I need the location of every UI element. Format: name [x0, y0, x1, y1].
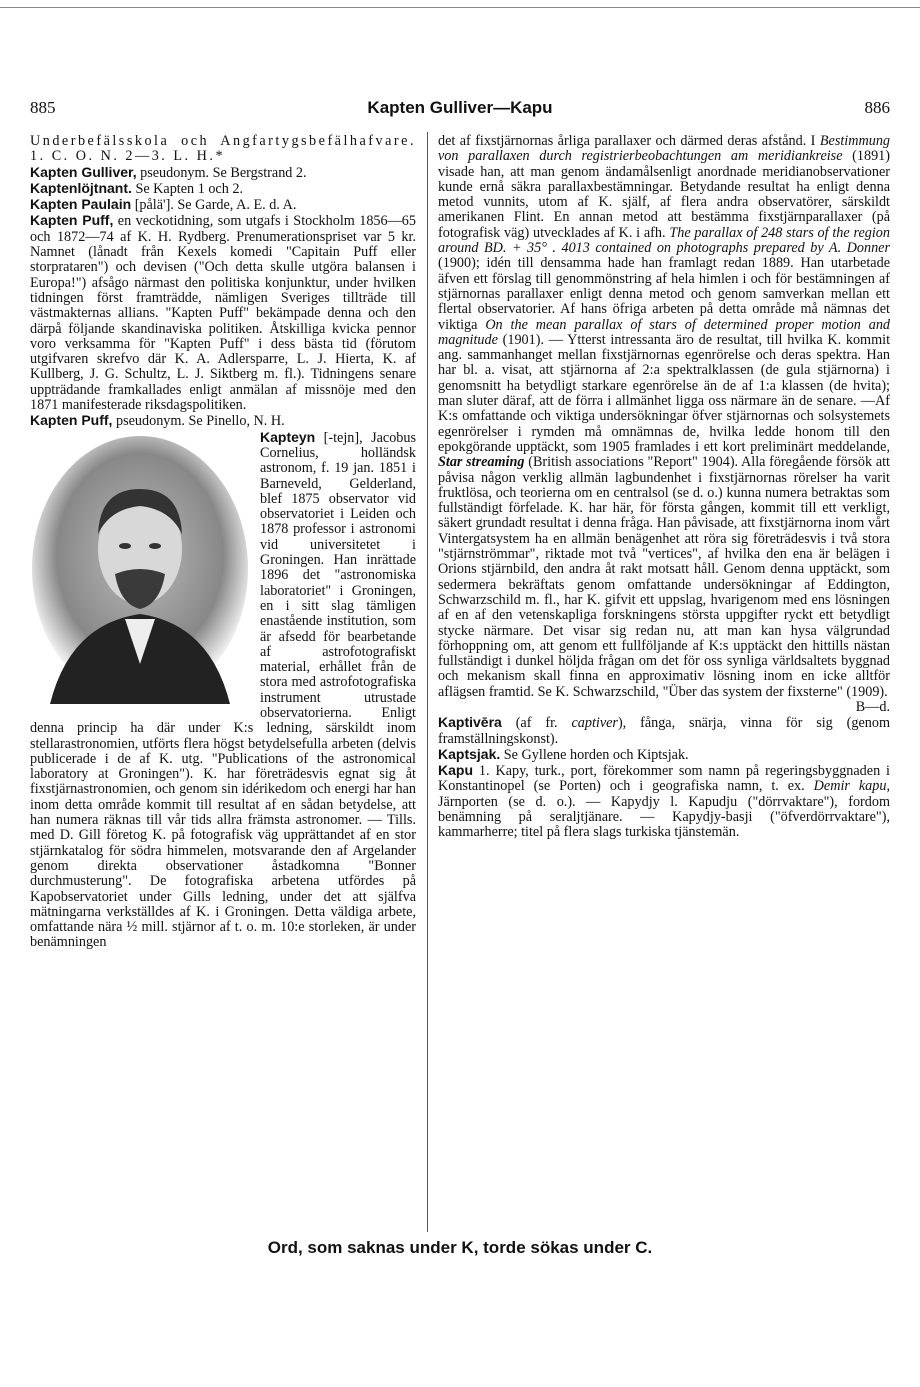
entry-kapteyn-continued: det af fixstjärnornas årliga parallaxer och därmed deras afstånd. I Bestimmung von parallaxen durch registrierbeobachtungen am meridiankreise (1891) visade han, att man genom ändamålsenligt anordnade meridianobservationer kunde ernå säkra parallaxbestämningar. Betydande resultat ha enligt denna metod vunnits, utom af K. själf, af flera andra observatörer, särskildt amerikanen Flint. En annan metod att bestämma fixstjärnparallaxer (på fotografisk väg) utvecklades af K. i afh. The parallax of 248 stars of the region around BD. + 35° . 4013 contained on photographs prepared by A. Donner (1900); idén till densamma hade han framlagt redan 1889. Han utarbetade äfven ett förslag till genommönstring af hela himlen i och för bestämningen af stjärnornas parallaxer enligt denna metod och genom samverkan mellan ett flertal observatorier. Af hans öfriga arbeten på detta område må nämnas det viktiga On the mean parallax of stars of determined proper motion and magnitude (1901). — Ytterst intressanta äro de resultat, till hvilka K. kommit ang. sammanhanget mellan fixstjärnornas egenrörelse och deras spektra. Han har bl. a. visat, att stjärnorna af 2:a spektralklassen (de gula stjärnorna) i genomsnitt ha betydligt starkare egenrörelse än de af 1:a klassen (de hvita); man sluter däraf, att de förra i allmänhet ligga oss närmare än de senare. —Af K:s omfattande och viktiga undersökningar öfver stjärnornas och solsystemets egenrörelser i rymden må omnämnas de, hvilka ledde honom till den epokgörande upptäckt, som 1905 framlades i ett kort preliminärt meddelande, Star streaming (British associations "Report" 1904). Alla föregående försök att påvisa någon verklig allmän lagbundenhet i fixstjärnornas rörelser ha varit fruktlösa, och teorierna om en centralsol (se d. o.) kunna numera betraktas som fullständigt förfelade. K. har här, för första gången, kommit till ett verkligt, säkert grundadt resultat i denna fråga. Han påvisade, att fixstjärnorna inom vårt Vintergatsystem ha en allmän benägenhet att röra sig företrädesvis i två stora "stjärnströmmar", riktade mot två "vertices", af hvilka den ena är belägen i Orions stjärnbild, den andra åt rakt motsatt håll. Genom denna upptäckt, som sedermera bekräftats genom omfattande undersökningar af Eddington, Schwarzschild m. fl., har K. gifvit ett uppslag, hvarigenom med ens lösningen af en af den vetenskapliga forskningens största uppgifter ryckt ett betydligt stycke närmare. Det visar sig redan nu, att man kan hysa välgrundad förhoppning om, att genom ett fullföljande af K:s upptäckt den hittills nästan fullständigt i dunkel höljda frågan om det för oss synliga världsaltets byggnad och mekanism skall finna en approximativ lösning inom en icke alltför aflägsen framtid. Se K. Schwarzschild, "Über das system der fixsterne" (1909). B—d.	[438, 133, 891, 715]
right-column	[438, 134, 890, 841]
entry-continuation: Underbefälsskola och Angfartygsbefälhafvare. 1. C. O. N. 2—3. L. H.*	[30, 133, 416, 165]
entry-kapten-gulliver: Kapten Gulliver, pseudonym. Se Bergstrand 2.	[30, 163, 307, 181]
headword: Kapten Gulliver,	[30, 163, 137, 180]
portrait-image	[30, 434, 250, 704]
entry-kapten-paulain: Kapten Paulain [pålä']. Se Garde, A. E. d. A.	[30, 196, 297, 214]
entry-kaptenlojtnant: Kaptenlöjtnant. Se Kapten 1 och 2.	[30, 179, 244, 197]
headword: Kaptsjak.	[438, 745, 501, 762]
entry-kapten-puff-2: Kapten Puff, pseudonym. Se Pinello, N. H.	[30, 412, 285, 430]
author-signature: B—d.	[855, 698, 890, 715]
headword: Kapu	[438, 762, 473, 779]
entry-kaptivera: Kaptivēra (af fr. captiver), fånga, snärja, vinna för sig (genom framställningskonst).	[438, 714, 890, 747]
entry-kapten-puff: Kapten Puff, en veckotidning, som utgafs i Stockholm 1856—65 och 1872—74 af K. H. Rydberg. Prenumerationspriset var 5 kr. Namnet (lånadt från Kexels komedi "Capitain Puff eller storprataren") och devisen ("Och detta skulle utgöra balansen i Europa!") afsågo närmast den politiska konjunktur, under hvilken tidningen först framträdde, nämligen Sveriges tillträde till västmakternas allians. "Kapten Puff" bekämpade denna och den därpå följande skandinaviska politiken. Åtskilliga kvicka pennor voro verksamma för "Kapten Puff" i dess bästa tid (förutom utgifvaren skrefvo där K. A. Adlersparre, L. J. Hierta, K. af Kullberg, J. G. Schultz, L. J. Siktberg m. fl.). Tidningens senare uppträdande framkallades enligt anmälan af missnöje med den 1871 manifesterade riksdagspolitiken.	[30, 212, 416, 414]
headword: Kapten Paulain	[30, 196, 132, 213]
headword: Kaptenlöjtnant.	[30, 179, 132, 196]
left-column	[30, 134, 416, 951]
page-number-left: 885	[30, 98, 56, 117]
entry-kapteyn: Kapteyn [-tejn], Jacobus Cornelius, holländsk astronom, f. 19 jan. 1851 i Barneveld, Gelderland, blef 1875 observator vid observatoriet i Leiden och 1878 professor i astronomi vid universitetet i Groningen. Han inrättade 1896 det "astronomiska laboratoriet" i Groningen, en i sitt slag tämligen enastående institution, som är afsedd för bearbetande af astrofotografiskt material, erhållet från de stora med astrofotografiska instrument utrustade observatorierna. Enligt denna princip ha där under K:s ledning, särskildt inom stellarastronomien, utförts flera högst betydelsefulla arbeten (delvis publicerade i de af K. utg. "Publications of the astronomical laboratory at Groningen"). K. har företrädesvis egnat sig åt fixstjärnastronomien, och genom sin idérikedom och energi har han inom detta område kommit till resultat af en sådan betydelse, att han numera räknas till vår tids allra främsta astronomer. — Tills. med D. Gill företog K. på fotografisk väg upprättandet af en stor stjärnkatalog för södra himmelen, motsvarande den af Argelander genom direkta observationer åstadkomna "Bonner durchmusterung". De fotografiska arbetena utfördes på Kapobservatoriet under Gills ledning, under det att själfva mätningarna verkställdes af K. i Groningen. Detta väldiga arbete, omfattande nära ½ mill. stjärnor af t. o. m. 10:e storleken, är under benämningen	[30, 428, 416, 951]
footer-note: Ord, som saknas under K, torde sökas under C.	[267, 1238, 653, 1257]
entry-kapu: Kapu 1. Kapy, turk., port, förekommer som namn på regeringsbyggnaden i Konstantinopel (se Porten) och i geografiska namn, t. ex. Demir kapu, Järnporten (se d. o.). — Kapydjy l. Kapudju ("dörrvaktare"), fordom benämning på seraljtjänare. — Kapydjy-basji ("öfverdörrvaktare"), kammarherre; titel på flera slags turkiska tjänstemän.	[438, 762, 890, 841]
column-divider	[427, 132, 428, 1232]
headword: Kaptivēra	[438, 714, 502, 731]
page-number-right: 886	[864, 98, 890, 117]
headword: Kapten Puff,	[30, 412, 113, 429]
headword: Kapten Puff,	[30, 212, 114, 229]
entry-kaptsjak: Kaptsjak. Se Gyllene horden och Kiptsjak.	[438, 745, 689, 763]
running-title: Kapten Gulliver—Kapu	[367, 98, 553, 117]
headword: Kapteyn	[260, 428, 316, 445]
top-rule	[0, 7, 920, 8]
page-header	[30, 98, 890, 122]
